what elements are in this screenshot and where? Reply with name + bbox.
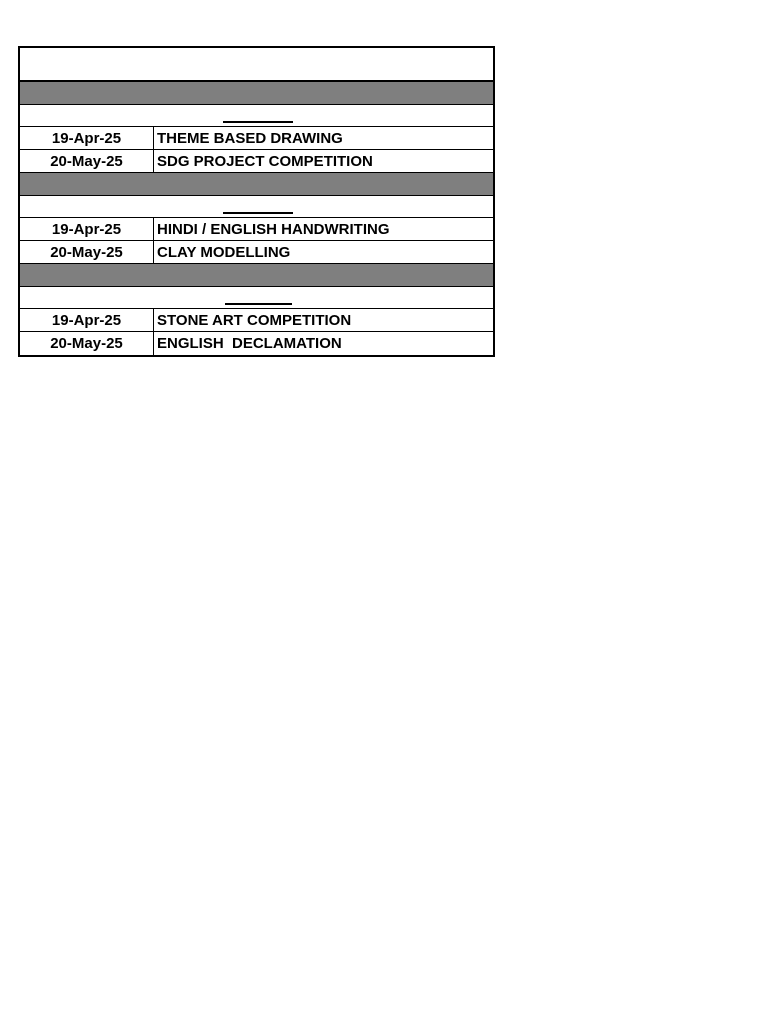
date-cell: 20-May-25	[20, 150, 154, 172]
section-band	[20, 173, 493, 196]
event-cell: ENGLISH DECLAMATION	[157, 335, 342, 352]
date-cell: 19-Apr-25	[20, 127, 154, 149]
date-cell: 19-Apr-25	[20, 309, 154, 331]
table-row	[20, 218, 493, 241]
section-heading-row	[20, 196, 493, 218]
table-title-row	[20, 48, 493, 82]
table-row	[20, 332, 493, 355]
heading-underline	[223, 121, 293, 123]
heading-underline	[223, 212, 293, 214]
date-cell: 20-May-25	[20, 332, 154, 355]
event-cell: THEME BASED DRAWING	[157, 129, 343, 147]
event-cell: STONE ART COMPETITION	[157, 311, 352, 329]
event-cell: HINDI / ENGLISH HANDWRITING	[157, 220, 390, 238]
date-cell: 20-May-25	[20, 241, 154, 263]
section-heading-row	[20, 105, 493, 127]
section-band	[20, 82, 493, 105]
event-cell: CLAY MODELLING	[157, 243, 291, 261]
heading-underline	[225, 303, 292, 305]
table-row	[20, 241, 493, 264]
activity-schedule-table	[18, 46, 495, 357]
table-row	[20, 127, 493, 150]
event-cell: SDG PROJECT COMPETITION	[157, 152, 373, 170]
table-row	[20, 309, 493, 332]
section-heading-row	[20, 287, 493, 309]
date-cell: 19-Apr-25	[20, 218, 154, 240]
section-band	[20, 264, 493, 287]
table-row	[20, 150, 493, 173]
